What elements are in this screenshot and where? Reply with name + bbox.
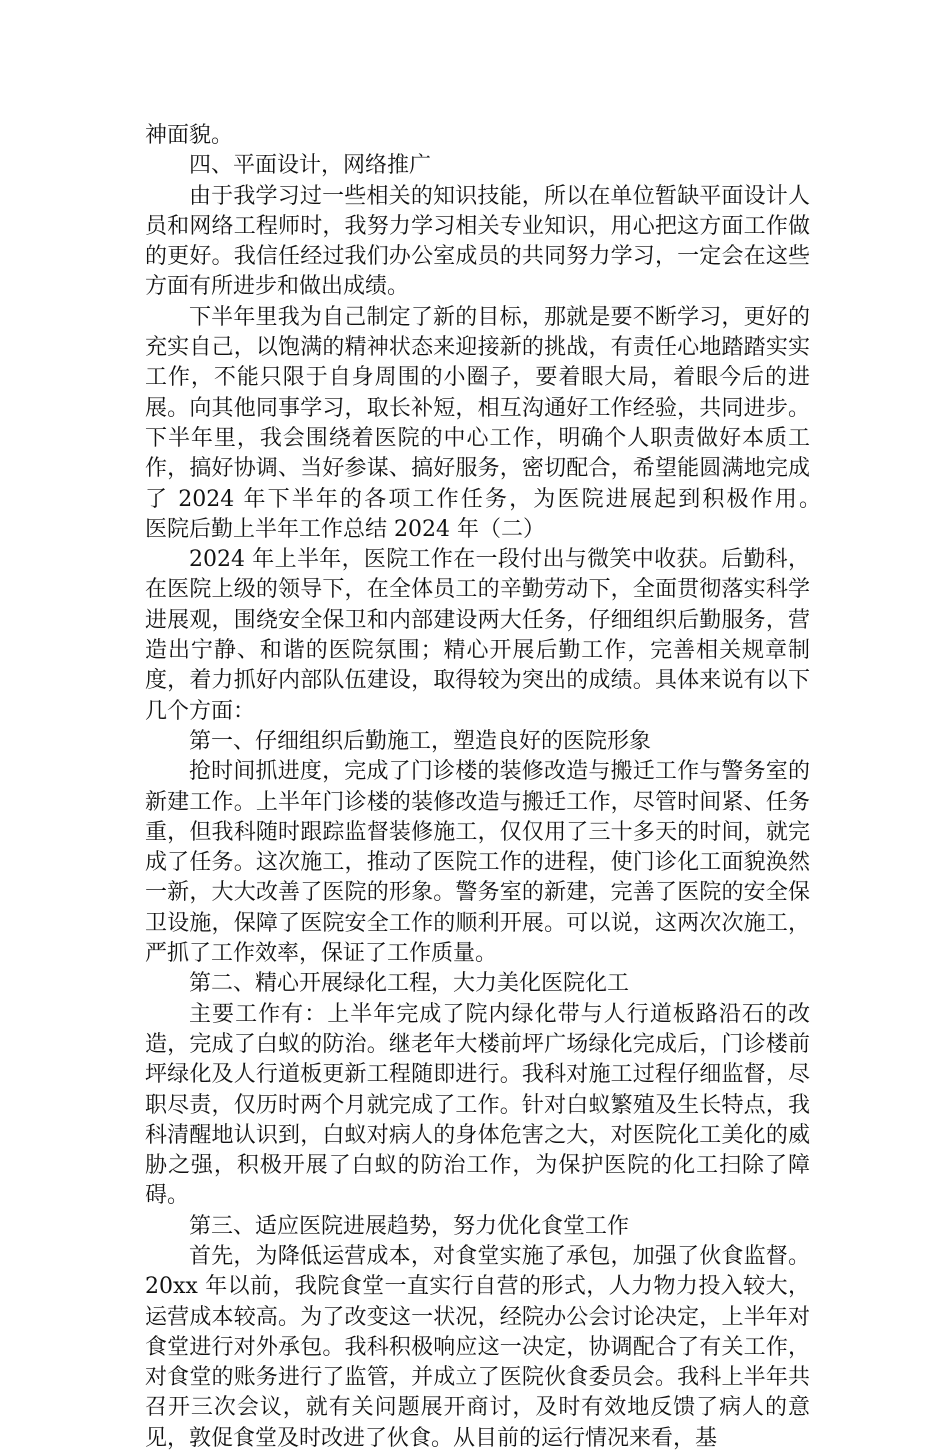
section-heading: 四、平面设计，网络推广 [189, 153, 432, 179]
paragraph: 神面貌。 [145, 123, 234, 148]
paragraph: 抢时间抓进度，完成了门诊楼的装修改造与搬迁工作与警务室的新建工作。上半年门诊楼的装修改造与搬迁工作，尽管时间紧、任务重，但我科随时跟踪监督装修施工，仅仅用了三十多天的时间，就完成了任务。这次施工，推动了医院工作的进程，使门诊化工面貌涣然一新，大大改善了医院的形象。警务室的新建，完善了医院的安全保卫设施，保障了医院安全工作的顺利开展。可以说，这两次次施工，严抓了工作效率，保证了工作质量。 [145, 759, 810, 967]
section-heading: 第二、精心开展绿化工程，大力美化医院化工 [189, 971, 630, 997]
document-body [145, 121, 855, 1454]
paragraph: 主要工作有：上半年完成了院内绿化带与人行道板路沿石的改造，完成了白蚁的防治。继老年大楼前坪广场绿化完成后，门诊楼前坪绿化及人行道板更新工程随即进行。我科对施工过程仔细监督，尽职尽责，仅历时两个月就完成了工作。针对白蚁繁殖及生长特点，我科清醒地认识到，白蚁对病人的身体危害之大，对医院化工美化的威胁之强，积极开展了白蚁的防治工作，为保护医院的化工扫除了障碍。 [145, 1001, 810, 1209]
paragraph: 下半年里我为自己制定了新的目标，那就是要不断学习，更好的充实自己，以饱满的精神状态来迎接新的挑战，有责任心地踏踏实实工作，不能只限于自身周围的小圈子，要着眼大局，着眼今后的进展。向其他同事学习，取长补短，相互沟通好工作经验，共同进步。下半年里，我会围绕着医院的中心工作，明确个人职责做好本质工作，搞好协调、当好参谋、搞好服务，密切配合，希望能圆满地完成了 2024 年下半年的各项工作任务，为医院进展起到积极作用。 医院后勤上半年工作总结 2024 年（二） [145, 304, 855, 542]
section-heading: 第一、仔细组织后勤施工，塑造良好的医院形象 [189, 728, 652, 754]
paragraph: 由于我学习过一些相关的知识技能，所以在单位暂缺平面设计人员和网络工程师时，我努力学习相关专业知识，用心把这方面工作做的更好。我信任经过我们办公室成员的共同努力学习，一定会在这些方面有所进步和做出成绩。 [145, 183, 810, 300]
section-heading: 第三、适应医院进展趋势，努力优化食堂工作 [189, 1213, 630, 1239]
paragraph: 2024 年上半年，医院工作在一段付出与微笑中收获。后勤科，在医院上级的领导下，在全体员工的辛勤劳动下，全面贯彻落实科学进展观，围绕安全保卫和内部建设两大任务，仔细组织后勤服务，营造出宁静、和谐的医院氛围；精心开展后勤工作，完善相关规章制度，着力抓好内部队伍建设，取得较为突出的成绩。具体来说有以下几个方面： [145, 547, 810, 724]
paragraph: 首先，为降低运营成本，对食堂实施了承包，加强了伙食监督。20xx 年以前，我院食堂一直实行自营的形式，人力物力投入较大，运营成本较高。为了改变这一状况，经院办公会讨论决定，上半年对食堂进行对外承包。我科积极响应这一决定，协调配合了有关工作，对食堂的账务进行了监管，并成立了医院伙食委员会。我科上半年共召开三次会议，就有关问题展开商讨，及时有效地反馈了病人的意见，敦促食堂及时改进了伙食。从目前的运行情况来看，基 [145, 1243, 810, 1451]
